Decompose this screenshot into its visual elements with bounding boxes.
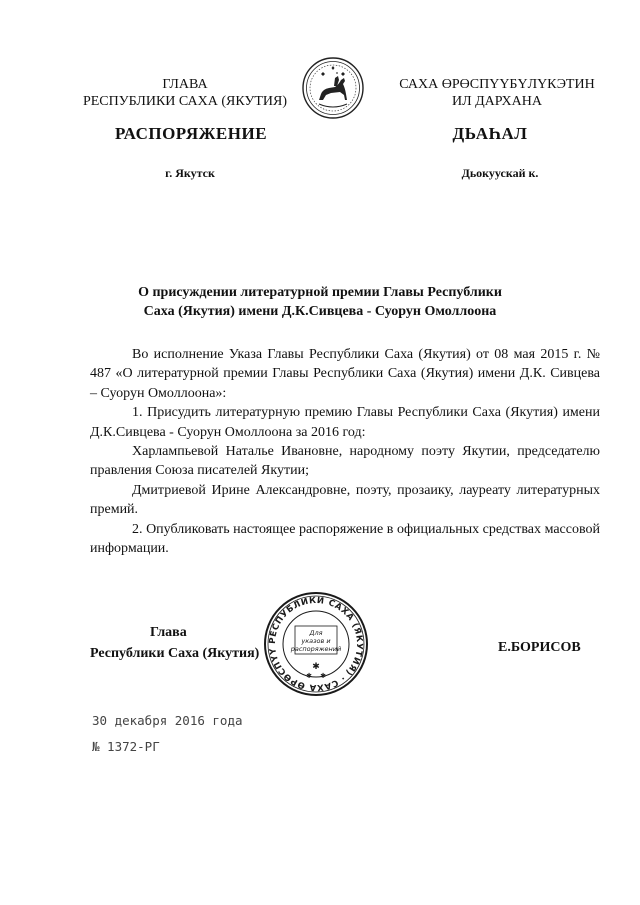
subject-line2: Саха (Якутия) имени Д.К.Сивцева - Суорун Омоллоона [143, 304, 497, 319]
signature-title-line1: Глава [150, 625, 187, 640]
body-paragraph-item2: 2. Опубликовать настоящее распоряжение в официальных средствах массовой информации. [90, 521, 600, 557]
body-paragraph-laureate2: Дмитриевой Ирине Александровне, поэту, прозаику, лауреату литературных премий. [90, 482, 600, 518]
body-paragraph-preamble: Во исполнение Указа Главы Республики Саха (Якутия) от 08 мая 2015 г. № 487 «О литературной премии Главы Республики Саха (Якутия) имени Д.К. Сивцева – Суорун Омоллоона»: [90, 347, 600, 401]
city-label-sah: Дьокуускай к. [461, 166, 539, 180]
stamp-star-icon: ✱ [306, 672, 312, 680]
signatory-name: Е.БОРИСОВ [498, 640, 581, 655]
document-type-title-sah: ДЬАҺАЛ [452, 124, 528, 143]
official-seal-stamp [262, 590, 370, 698]
header-right-block [388, 76, 606, 110]
stamp-inner-line3: распоряжений [290, 645, 342, 653]
header-right-line1: САХА ӨРӨСПҮҮБҮЛҮКЭТИН [399, 77, 595, 92]
body-paragraph-laureate1: Харлампьевой Наталье Ивановне, народному поэту Якутии, председателю правления Союза писателей Якутии; [90, 444, 600, 479]
sakha-coat-of-arms-icon [301, 56, 365, 120]
document-subject [80, 283, 560, 321]
stamp-star-icon: ✱ [312, 662, 320, 672]
signature-title-line2: Республики Саха (Якутия) [90, 646, 260, 661]
signature-title [90, 622, 280, 664]
stamp-inner-line1: Для [309, 629, 323, 637]
document-type-title-ru: РАСПОРЯЖЕНИЕ [114, 124, 268, 143]
body-paragraph-item1: 1. Присудить литературную премию Главы Республики Саха (Якутия) имени Д.К.Сивцева - Суорун Омоллоона за 2016 год: [90, 405, 600, 440]
document-date: 30 декабря 2016 года [92, 713, 243, 728]
subject-line1: О присуждении литературной премии Главы Республики [138, 285, 502, 300]
document-number: № 1372-РГ [92, 739, 160, 754]
stamp-inner-line2: указов и [301, 637, 331, 645]
stamp-star-icon: ✱ [320, 672, 326, 680]
header-right-line2: ИЛ ДАРХАНА [451, 94, 542, 109]
header-left-block [70, 76, 300, 110]
header-left-line2: РЕСПУБЛИКИ САХА (ЯКУТИЯ) [82, 94, 288, 109]
document-body [90, 345, 600, 558]
header-left-line1: ГЛАВА [162, 77, 208, 92]
city-label-ru: г. Якутск [165, 166, 215, 180]
stamp-ring-text: РЕСПУБЛИКИ САХА (ЯКУТИЯ) · САХА ӨРӨСПҮҮ [267, 595, 365, 693]
